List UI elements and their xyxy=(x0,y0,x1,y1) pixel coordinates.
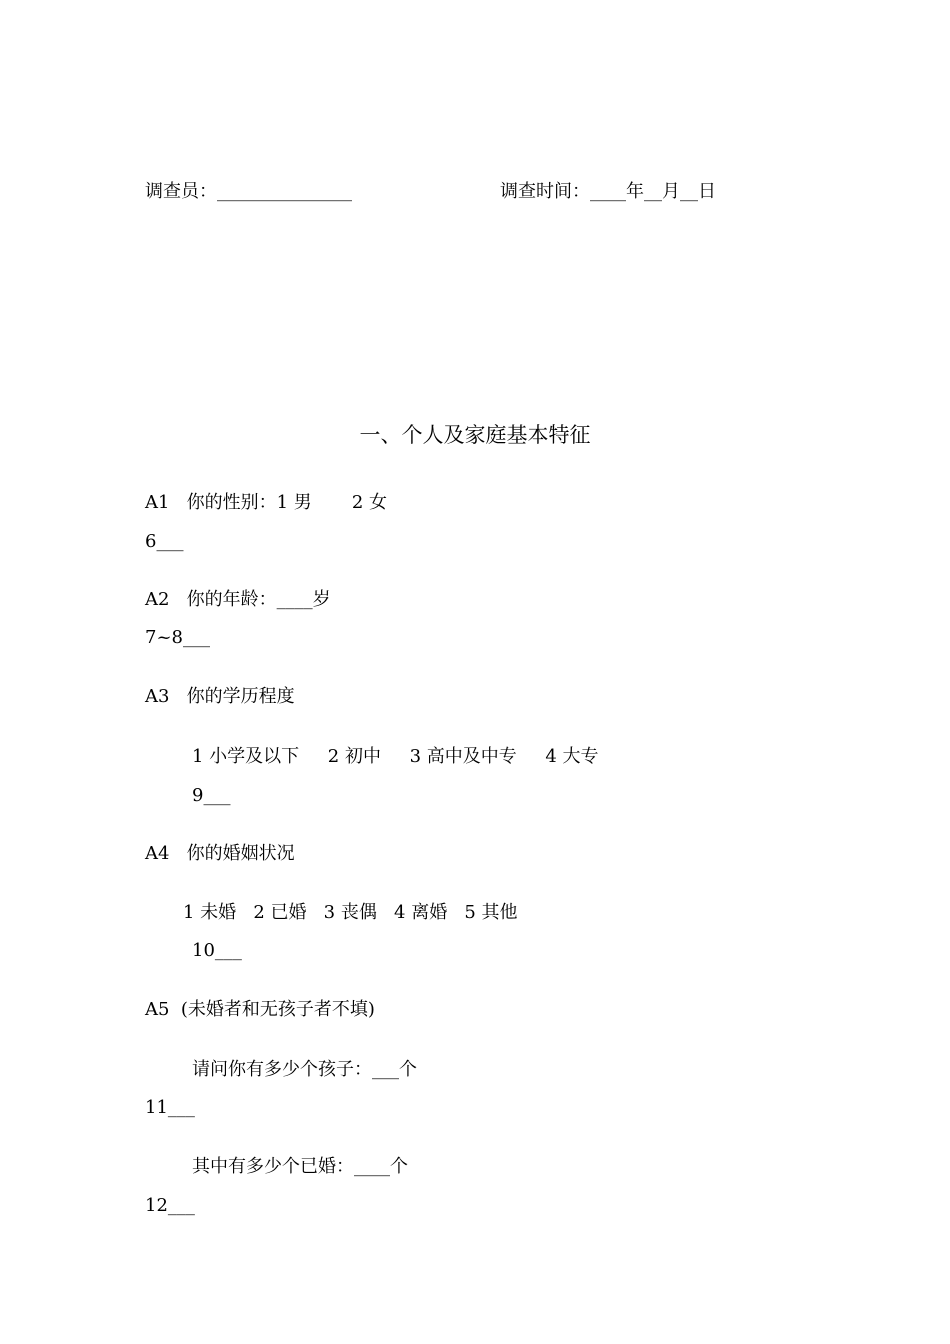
question-a2: A2 你的年龄：____岁 xyxy=(145,589,331,610)
question-a5: A5 (未婚者和无孩子者不填) xyxy=(145,999,375,1020)
section-title: 一、个人及家庭基本特征 xyxy=(359,423,591,447)
investigator-line: 调查员：_______________ xyxy=(145,181,352,202)
question-a5-children: 请问你有多少个孩子：___个 xyxy=(192,1059,417,1080)
code-a5-married: 12___ xyxy=(145,1195,195,1216)
code-a2: 7~8___ xyxy=(145,627,210,648)
code-a4: 10___ xyxy=(192,940,242,961)
question-a4: A4 你的婚姻状况 xyxy=(145,843,295,864)
options-a4: 1 未婚 2 已婚 3 丧偶 4 离婚 5 其他 xyxy=(183,902,518,923)
code-a5-children: 11___ xyxy=(145,1097,195,1118)
question-a1: A1 你的性别：1 男 2 女 xyxy=(145,492,388,513)
question-a3: A3 你的学历程度 xyxy=(145,686,295,707)
survey-time-line: 调查时间：____年__月__日 xyxy=(500,181,716,202)
question-a5-married: 其中有多少个已婚：____个 xyxy=(192,1156,408,1177)
code-a1: 6___ xyxy=(145,531,184,552)
code-a3: 9___ xyxy=(192,785,231,806)
options-a3: 1 小学及以下 2 初中 3 高中及中专 4 大专 xyxy=(192,746,599,767)
